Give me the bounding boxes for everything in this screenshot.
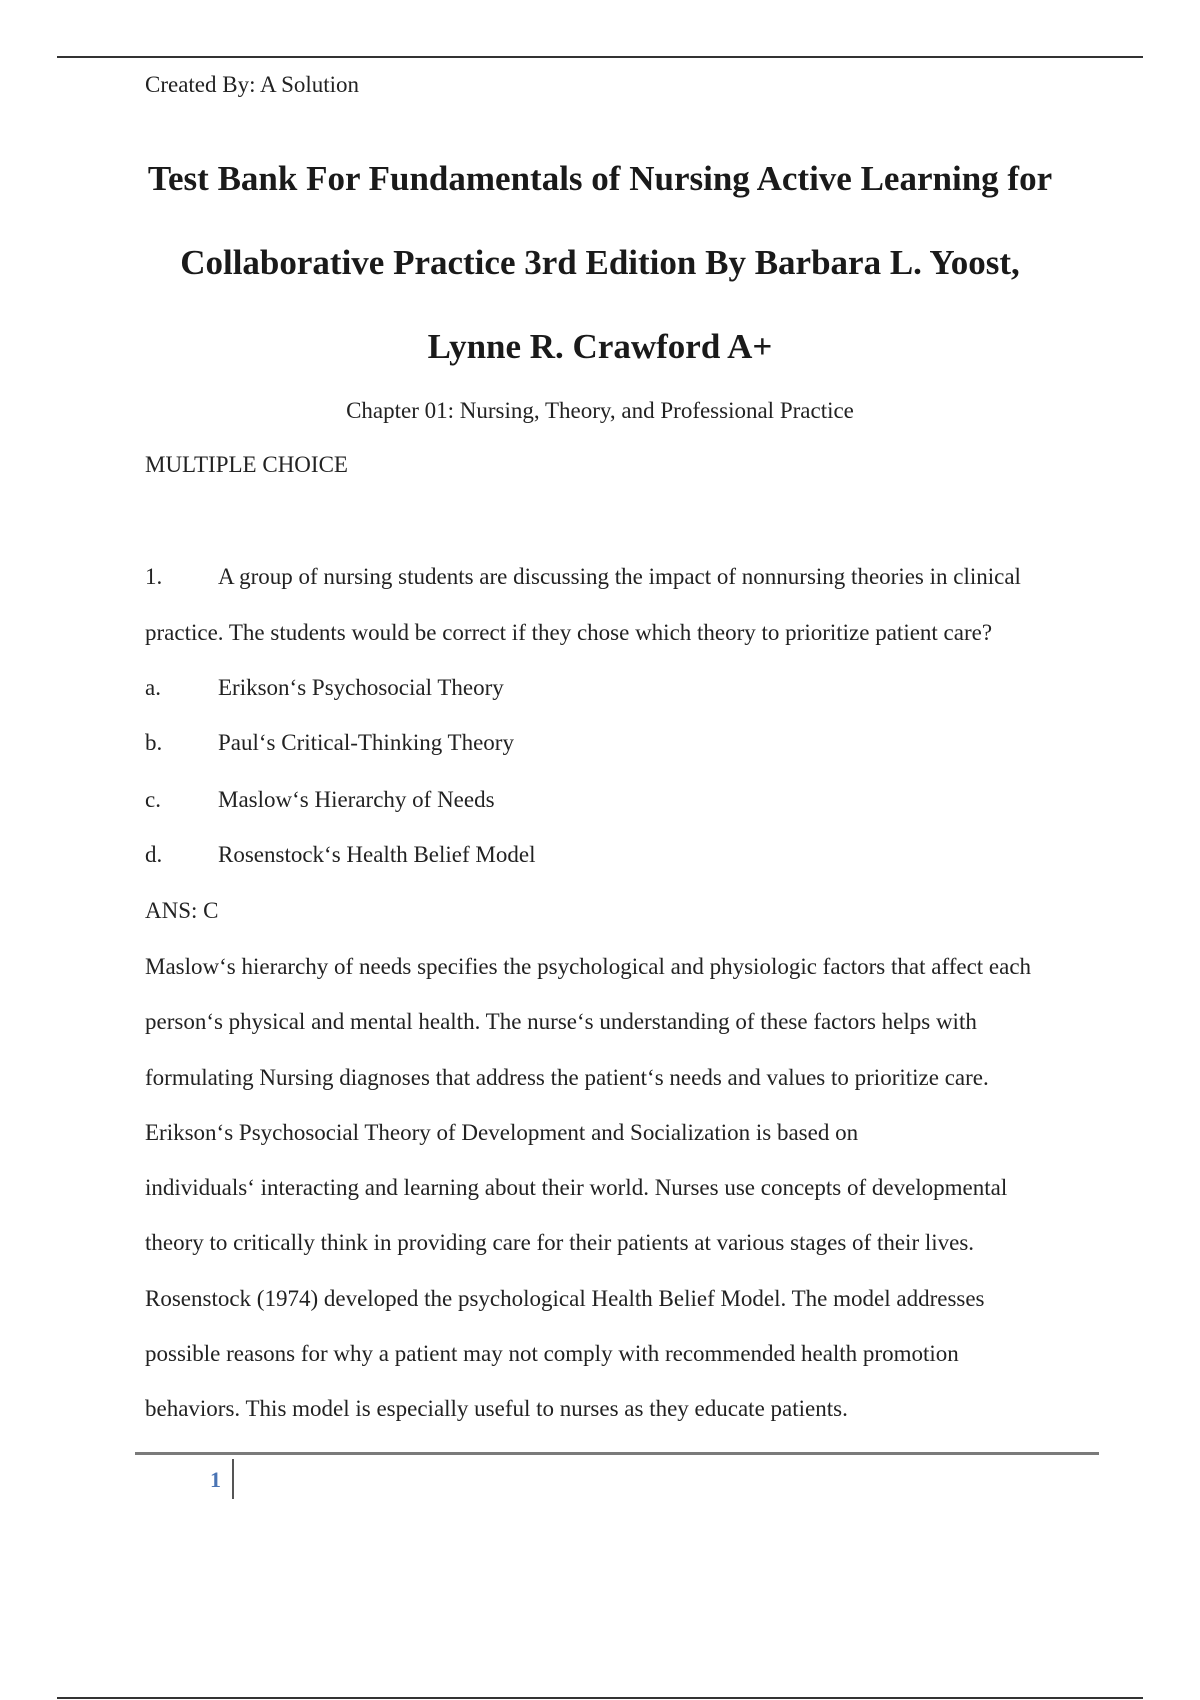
bottom-divider [57,1697,1143,1699]
option-d-text: Rosenstock‘s Health Belief Model [218,842,536,867]
rationale-line: Erikson‘s Psychosocial Theory of Development and Socialization is based on [145,1119,859,1145]
rationale-line: behaviors. This model is especially useful to nurses as they educate patients. [145,1396,848,1422]
section-label: MULTIPLE CHOICE [145,452,348,477]
option-b-text: Paul‘s Critical-Thinking Theory [218,730,514,755]
rationale-paragraph [145,952,1085,1450]
question-text-line-1: A group of nursing students are discussing the impact of nonnursing theories in clinical [218,564,1021,589]
option-a-text: Erikson‘s Psychosocial Theory [218,675,504,700]
created-by-text: Created By: A Solution [145,72,360,97]
question-number: 1. [145,564,163,589]
option-c-text: Maslow‘s Hierarchy of Needs [218,787,495,812]
title-line-3: Lynne R. Crawford A+ [427,327,773,366]
rationale-line: theory to critically think in providing care for their patients at various stages of their lives. [145,1230,975,1256]
rationale-line: Maslow‘s hierarchy of needs specifies the psychological and physiologic factors that affect each [145,954,1032,979]
title-line-1: Test Bank For Fundamentals of Nursing Active Learning for [147,159,1053,198]
top-divider [57,56,1143,58]
rationale-line: Rosenstock (1974) developed the psychological Health Belief Model. The model addresses [145,1285,985,1311]
footer-divider [135,1452,1099,1455]
document-title [120,137,1080,389]
page-number-separator [232,1459,234,1499]
option-a-letter: a. [145,675,161,700]
option-b-letter: b. [145,730,163,755]
rationale-line: formulating Nursing diagnoses that address the patient‘s needs and values to prioritize care. [145,1064,989,1090]
rationale-line: person‘s physical and mental health. The nurse‘s understanding of these factors helps with [145,1009,977,1035]
chapter-heading: Chapter 01: Nursing, Theory, and Professional Practice [346,398,854,423]
option-d-letter: d. [145,842,163,867]
page-number: 1 [210,1467,221,1492]
answer-key: ANS: C [145,898,219,923]
rationale-line: possible reasons for why a patient may not comply with recommended health promotion [145,1341,959,1367]
title-line-2: Collaborative Practice 3rd Edition By Barbara L. Yoost, [180,243,1020,282]
question-text-line-2: practice. The students would be correct if they chose which theory to prioritize patient care? [145,620,993,645]
option-c-letter: c. [145,787,161,812]
rationale-line: individuals‘ interacting and learning about their world. Nurses use concepts of developmental [145,1175,1008,1201]
